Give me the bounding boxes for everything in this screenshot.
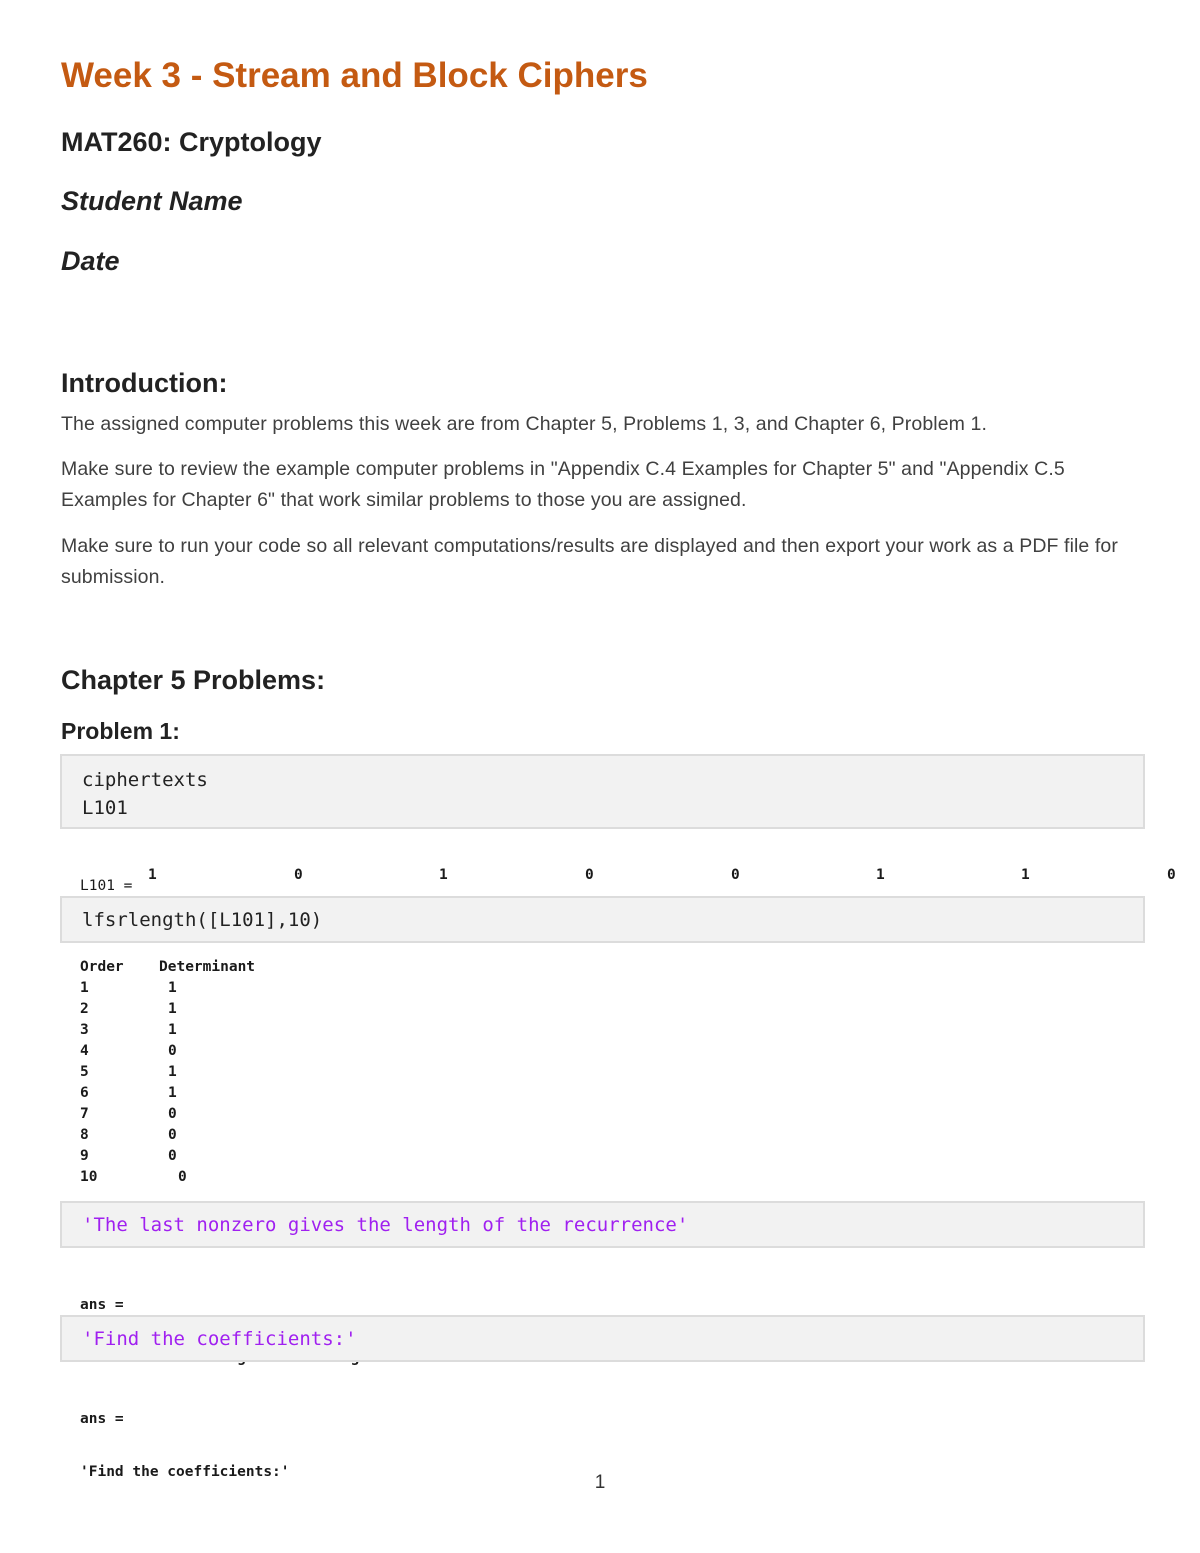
course-title: MAT260: Cryptology: [61, 127, 322, 157]
code-line: lfsrlength([L101],10): [82, 909, 323, 931]
introduction-heading: Introduction:: [61, 368, 228, 398]
vector-value: 1: [876, 867, 885, 883]
column-header-determinant: Determinant: [159, 959, 256, 975]
column-header-order: Order: [80, 959, 124, 975]
code-cell-1[interactable]: [60, 754, 1145, 829]
code-cell-3[interactable]: [60, 1201, 1145, 1248]
output-vector-values: [0, 865, 1200, 886]
vector-value: 1: [439, 867, 448, 883]
intro-paragraph-2: Make sure to review the example computer problems in "Appendix C.4 Examples for Chapter 5" and "Appendix C.5 Examples for Chapter 6" that work similar problems to those you are assigned.: [61, 458, 1065, 511]
chapter5-heading: Chapter 5 Problems:: [61, 665, 326, 695]
code-line-string: 'The last nonzero gives the length of the recurrence': [82, 1214, 689, 1236]
document-page: Week 3 - Stream and Block Ciphers MAT260: Cryptology Student Name Date Introduction: The assigned computer problems this week are from Chapter 5, Problems 1, 3, and Chapter 6, Problem 1. Make sure to review the example computer problems in "Appendix C.4 Examples for Chapter 5" and "Appendix C.5 Examples for Chapter 6" that work similar problems to those you are assigned. Make sure to run your code so all relevant computations/results are displayed and then export your work as a PDF file for submission. Chapter 5 Problems: Problem 1: ciphertexts L101 L101 = 1 0 1 0 0 1 1 0 lfsrlength([L101],10) Order Determinant 1 1 2 1 3 1 4 0 5 1 6 1 7 0 8 0 9 0 10 0 'The last nonzero gives the length of the recurrence' ans = 'Find the coefficients:' ans = 'Find the coefficients:' 1: [0, 0, 1200, 1553]
vector-value: 0: [731, 867, 740, 883]
output-ans-2: ans = 'Find the coefficients:': [80, 1411, 290, 1480]
vector-value: 0: [1167, 867, 1176, 883]
vector-value: 0: [585, 867, 594, 883]
vector-value: 0: [294, 867, 303, 883]
code-line-string: 'Find the coefficients:': [82, 1328, 357, 1350]
code-line: ciphertexts: [82, 769, 208, 791]
code-cell-2[interactable]: [60, 896, 1145, 943]
output-variable-label: L101 =: [80, 878, 133, 894]
vector-value: 1: [148, 867, 157, 883]
code-line: L101: [82, 797, 128, 819]
problem1-heading: Problem 1:: [61, 718, 180, 744]
student-name: Student Name: [61, 186, 243, 216]
date-field: Date: [61, 246, 120, 276]
intro-paragraph-3: Make sure to run your code so all relevant computations/results are displayed and then export your work as a PDF file for submission.: [61, 535, 1118, 588]
document-title: Week 3 - Stream and Block Ciphers: [61, 56, 648, 95]
code-cell-4[interactable]: [60, 1315, 1145, 1362]
page-number: 1: [594, 1472, 606, 1493]
vector-value: 1: [1021, 867, 1030, 883]
intro-paragraph-1: The assigned computer problems this week are from Chapter 5, Problems 1, 3, and Chapter 6, Problem 1.: [61, 413, 987, 435]
output-ans-1: ans =: [80, 1297, 124, 1313]
